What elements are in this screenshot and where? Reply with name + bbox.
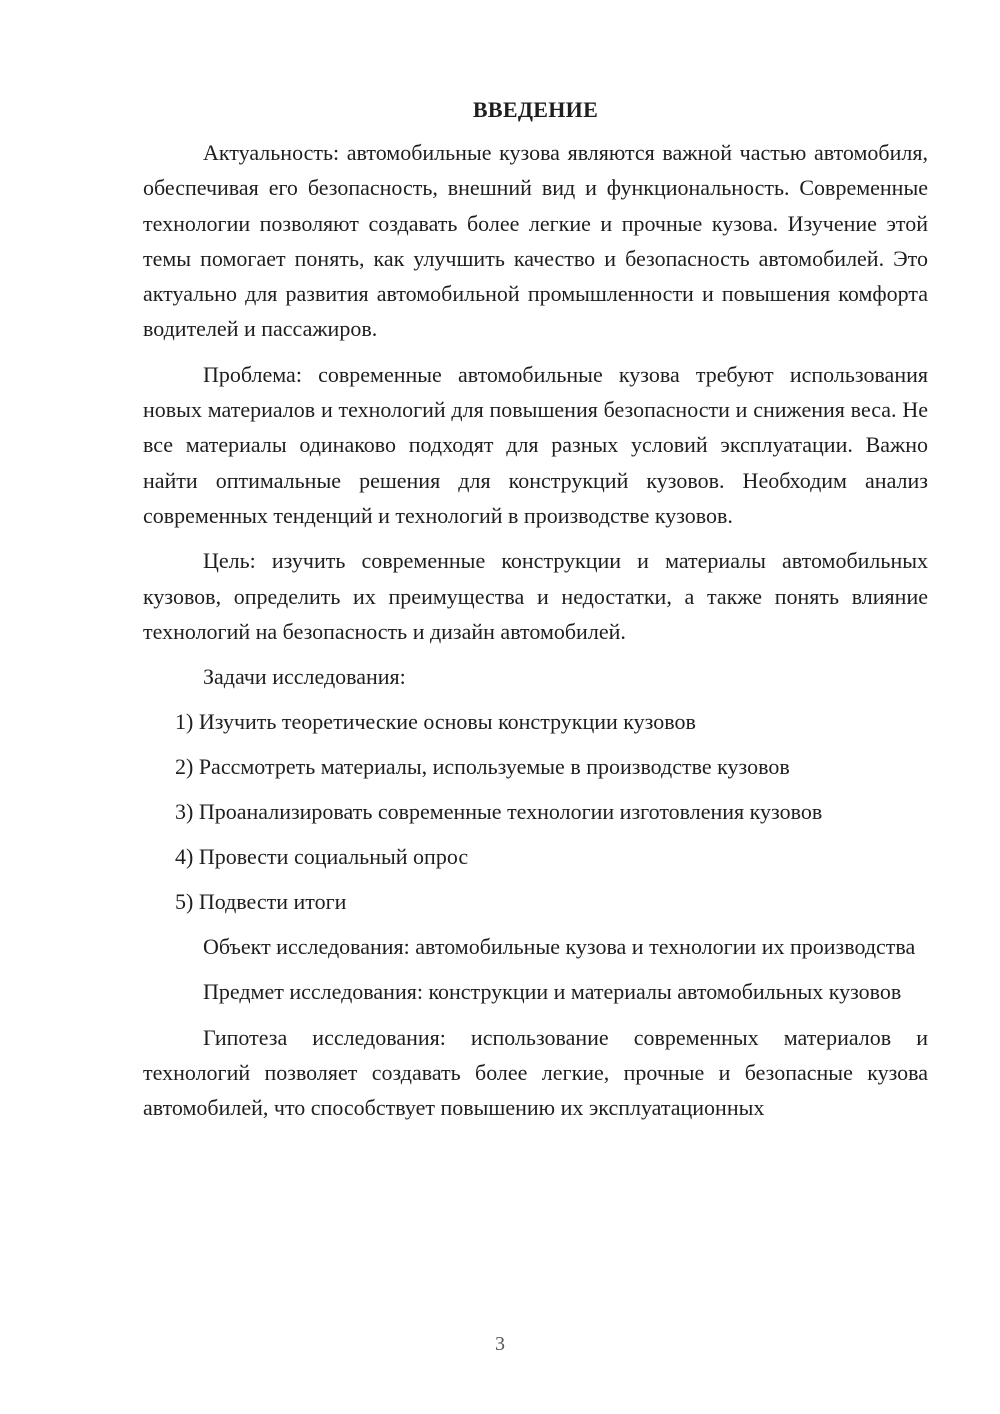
paragraph-object: Объект исследования: автомобильные кузова и технологии их производства [203, 934, 916, 960]
task-item: 4) Провести социальный опрос [175, 844, 469, 870]
tasks-heading: Задачи исследования: [203, 664, 406, 690]
paragraph-goal: Цель: изучить современные конструкции и материалы автомобильных кузовов, определить их преимущества и недостатки, а также понять влияние технологий на безопасность и дизайн автомобилей. [143, 548, 928, 644]
paragraph-hypothesis: Гипотеза исследования: использование современных материалов и технологий позволяет создавать более легкие, прочные и безопасные кузова автомобилей, что способствует повышению их эксплуатационных [143, 1024, 928, 1121]
task-item: 5) Подвести итоги [175, 889, 347, 915]
document-page [143, 92, 928, 1136]
paragraph-subject: Предмет исследования: конструкции и материалы автомобильных кузовов [203, 979, 902, 1005]
paragraph-relevance: Актуальность: автомобильные кузова являются важной частью автомобиля, обеспечивая его безопасность, внешний вид и функциональность. Современные технологии позволяют создавать более легкие и прочные кузова. Изучение этой темы помогает понять, как улучшить качество и безопасность автомобилей. Это актуально для развития автомобильной промышленности и повышения комфорта водителей и пассажиров. [143, 140, 928, 342]
page-number: 3 [495, 1333, 505, 1355]
task-item: 2) Рассмотреть материалы, используемые в производстве кузовов [175, 754, 790, 780]
tasks-list [143, 704, 928, 919]
task-item: 3) Проанализировать современные технологии изготовления кузовов [175, 799, 823, 825]
section-title: ВВЕДЕНИЕ [472, 97, 599, 122]
task-item: 1) Изучить теоретические основы конструкции кузовов [175, 709, 696, 735]
paragraph-problem: Проблема: современные автомобильные кузова требуют использования новых материалов и технологий для повышения безопасности и снижения веса. Не все материалы одинаково подходят для разных условий эксплуатации. Важно найти оптимальные решения для конструкций кузовов. Необходим анализ современных тенденций и технологий в производстве кузовов. [143, 361, 928, 528]
